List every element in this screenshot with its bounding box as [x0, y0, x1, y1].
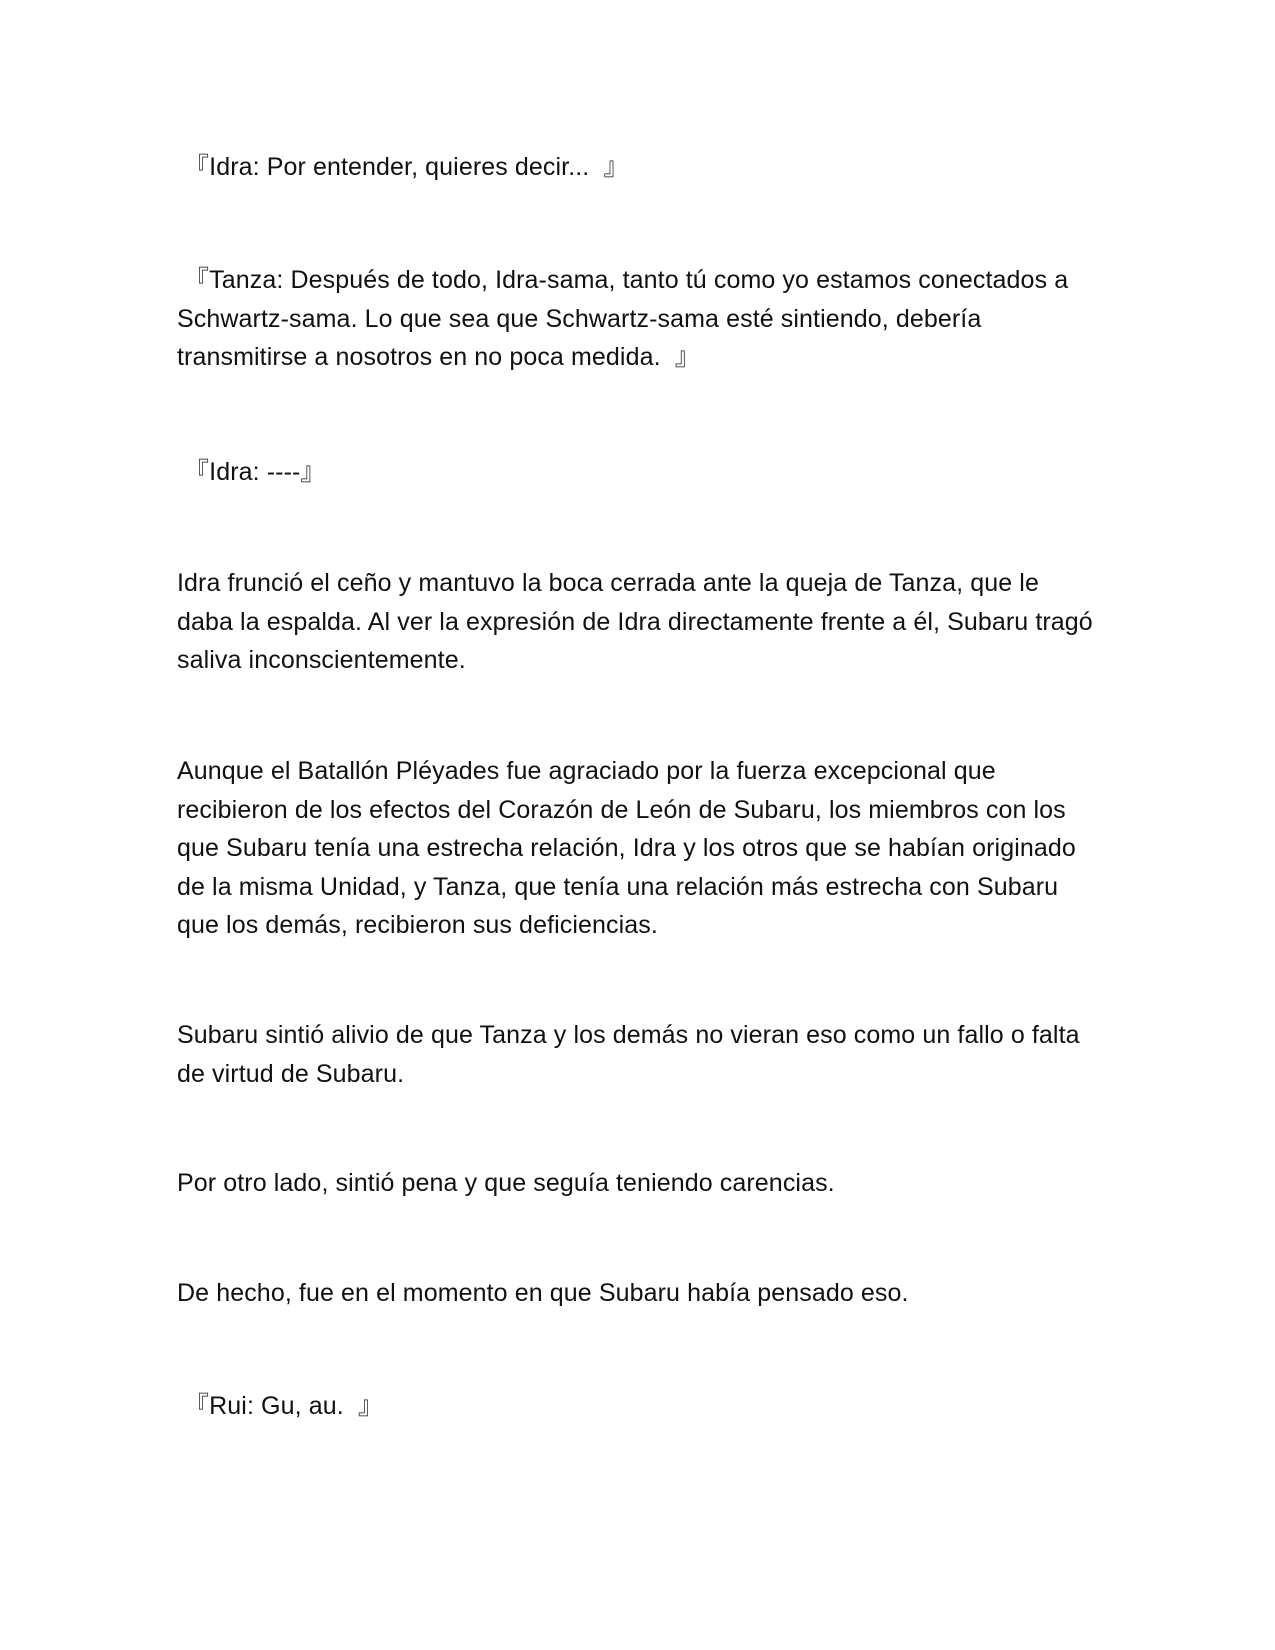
narration-paragraph: Subaru sintió alivio de que Tanza y los demás no vieran eso como un fallo o falta de virtud de Subaru.	[177, 1021, 1080, 1088]
narration-paragraph: Por otro lado, sintió pena y que seguía teniendo carencias.	[177, 1169, 835, 1197]
dialogue-idra-2: 『Idra: ----』	[177, 458, 326, 486]
narration-paragraph: Aunque el Batallón Pléyades fue agraciado por la fuerza excepcional que recibieron de los efectos del Corazón de León de Subaru, los miembros con los que Subaru tenía una estrecha relación, Idra y los otros que se habían originado de la misma Unidad, y Tanza, que tenía una relación más estrecha con Subaru que los demás, recibieron sus deficiencias.	[177, 757, 1076, 939]
narration-paragraph: De hecho, fue en el momento en que Subaru había pensado eso.	[177, 1279, 909, 1307]
dialogue-tanza: 『Tanza: Después de todo, Idra-sama, tanto tú como yo estamos conectados a Schwartz-sama. Lo que sea que Schwartz-sama esté sintiendo, debería transmitirse a nosotros en no poca medida. 』	[177, 266, 1069, 371]
dialogue-idra-1: 『Idra: Por entender, quieres decir... 』	[177, 153, 629, 181]
narration-paragraph: Idra frunció el ceño y mantuvo la boca cerrada ante la queja de Tanza, que le daba la espalda. Al ver la expresión de Idra directamente frente a él, Subaru tragó saliva inconscientemente.	[177, 569, 1093, 674]
dialogue-rui: 『Rui: Gu, au. 』	[177, 1392, 383, 1420]
